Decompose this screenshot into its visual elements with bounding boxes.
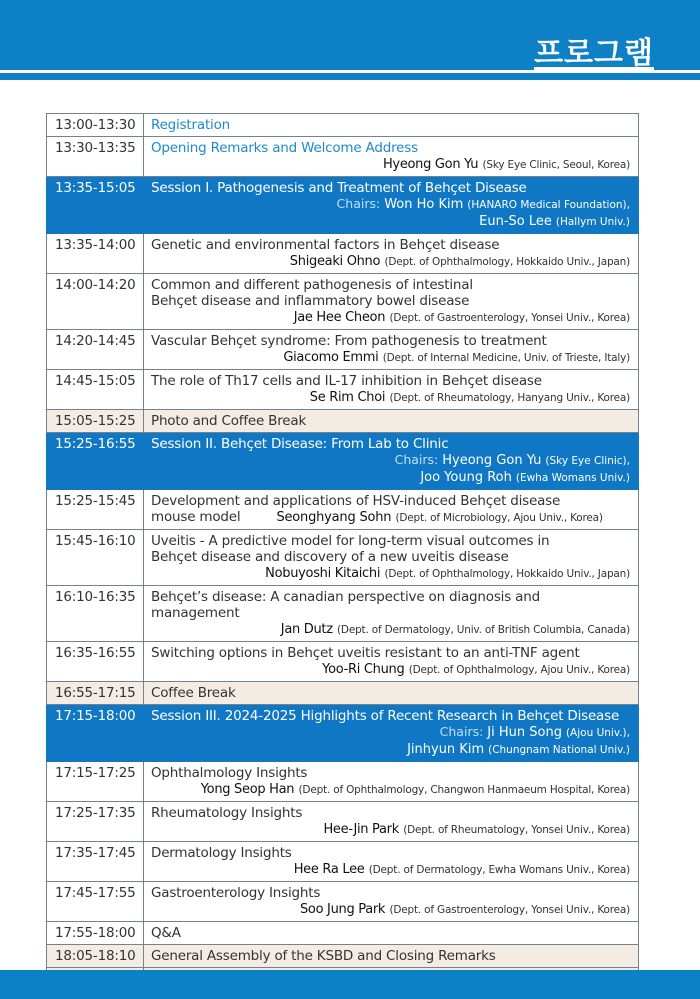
speaker-line (151, 389, 630, 406)
speaker-affiliation: (Dept. of Rheumatology, Yonsei Univ., Korea) (403, 824, 630, 836)
chairs-label: Chairs: (439, 724, 484, 739)
table-row (47, 490, 639, 530)
table-row (47, 234, 639, 274)
speaker-line (151, 156, 630, 173)
session-row (47, 177, 639, 234)
page-title: 프로그램 (534, 36, 654, 71)
speaker-name: Jan Dutz (280, 622, 333, 637)
desc-cell (144, 586, 639, 642)
speaker-line (151, 621, 630, 638)
table-row (47, 922, 639, 945)
desc-cell (144, 330, 639, 370)
desc-cell (144, 234, 639, 274)
desc-cell (144, 642, 639, 682)
speaker-affiliation: (Dept. of Gastroenterology, Yonsei Univ., Korea) (389, 312, 630, 324)
chairs-line (151, 741, 630, 758)
speaker-line (151, 781, 630, 798)
desc-cell (144, 370, 639, 410)
time-cell: 16:35-16:55 (47, 642, 144, 682)
speaker-line (151, 565, 630, 582)
time-cell: 17:35-17:45 (47, 842, 144, 882)
desc-cell (144, 842, 639, 882)
table-row (47, 842, 639, 882)
chair-name: Joo Young Roh (420, 470, 512, 485)
speaker-name: Yong Seop Han (200, 782, 295, 797)
time-cell: 16:55-17:15 (47, 682, 144, 705)
chair-affiliation: (HANARO Medical Foundation), (467, 199, 630, 211)
speaker-line (151, 309, 630, 326)
item-title: Genetic and environmental factors in Behçet disease (151, 237, 500, 253)
item-title: Coffee Break (151, 685, 236, 701)
item-title-line2-text: mouse model (151, 509, 241, 525)
table-row (47, 802, 639, 842)
chair-name: Won Ho Kim (384, 197, 464, 212)
table-row (47, 274, 639, 330)
chair-name: Hyeong Gon Yu (442, 453, 542, 468)
item-title-line2: Behçet disease and inflammatory bowel disease (151, 293, 470, 309)
chairs-line (151, 469, 630, 486)
session-title: Session III. 2024-2025 Highlights of Recent Research in Behçet Disease (151, 708, 620, 724)
chairs-line (151, 724, 630, 741)
time-cell: 15:05-15:25 (47, 410, 144, 433)
time-cell: 18:05-18:10 (47, 945, 144, 968)
desc-cell (144, 530, 639, 586)
speaker-line (151, 821, 630, 838)
speaker-line (151, 661, 630, 678)
desc-cell (144, 433, 639, 490)
chairs-line (151, 452, 630, 469)
desc-cell (144, 802, 639, 842)
speaker-affiliation: (Sky Eye Clinic, Seoul, Korea) (482, 159, 630, 171)
speaker-affiliation: (Dept. of Ophthalmology, Hokkaido Univ., Japan) (384, 568, 630, 580)
footer-bar (0, 970, 700, 999)
chair-name: Eun-So Lee (479, 214, 552, 229)
session-row (47, 433, 639, 490)
desc-cell (144, 177, 639, 234)
desc-cell (144, 137, 639, 177)
desc-cell (144, 762, 639, 802)
desc-cell (144, 945, 639, 968)
break-row (47, 945, 639, 968)
desc-cell (144, 882, 639, 922)
chairs-line (151, 196, 630, 213)
table-row (47, 330, 639, 370)
speaker-affiliation: (Dept. of Ophthalmology, Hokkaido Univ., Japan) (384, 256, 630, 268)
session-row (47, 705, 639, 762)
item-title-line2 (151, 509, 630, 526)
speaker-name: Hyeong Gon Yu (382, 157, 479, 172)
speaker-affiliation: (Dept. of Rheumatology, Hanyang Univ., Korea) (389, 392, 630, 404)
item-title: Uveitis - A predictive model for long-term visual outcomes in (151, 533, 550, 549)
chairs-line (151, 213, 630, 230)
desc-cell (144, 114, 639, 137)
speaker-name: Shigeaki Ohno (289, 254, 381, 269)
chair-affiliation: (Hallym Univ.) (555, 216, 630, 228)
table-row (47, 137, 639, 177)
header-underline (0, 73, 700, 80)
chairs-label: Chairs: (394, 452, 439, 467)
chair-affiliation: (Sky Eye Clinic), (545, 455, 630, 467)
table-row (47, 114, 639, 137)
chair-affiliation: (Ewha Womans Univ.) (515, 472, 630, 484)
speaker-name: Hee Ra Lee (293, 862, 365, 877)
item-title: General Assembly of the KSBD and Closing Remarks (151, 948, 496, 964)
item-title-line2: Behçet disease and discovery of a new uveitis disease (151, 549, 509, 565)
item-title: Gastroenterology Insights (151, 885, 321, 901)
speaker-affiliation: (Dept. of Gastroenterology, Yonsei Univ., Korea) (389, 904, 630, 916)
table-row (47, 370, 639, 410)
speaker-name: Hee-Jin Park (323, 822, 399, 837)
speaker-affiliation: (Dept. of Dermatology, Ewha Womans Univ., Korea) (368, 864, 630, 876)
item-title: Vascular Behçet syndrome: From pathogenesis to treatment (151, 333, 547, 349)
program-table (46, 113, 639, 991)
time-cell: 17:45-17:55 (47, 882, 144, 922)
speaker-affiliation: (Dept. of Microbiology, Ajou Univ., Korea) (395, 512, 603, 524)
session-title: Session II. Behçet Disease: From Lab to Clinic (151, 436, 449, 452)
time-cell: 15:25-16:55 (47, 433, 144, 490)
speaker-name: Jae Hee Cheon (293, 310, 386, 325)
chair-affiliation: (Chungnam National Univ.) (488, 744, 630, 756)
time-cell: 15:25-15:45 (47, 490, 144, 530)
time-cell: 17:55-18:00 (47, 922, 144, 945)
desc-cell (144, 705, 639, 762)
time-cell: 14:45-15:05 (47, 370, 144, 410)
speaker-line (151, 349, 630, 366)
speaker-line (151, 901, 630, 918)
time-cell: 17:15-18:00 (47, 705, 144, 762)
item-title: Switching options in Behçet uveitis resistant to an anti-TNF agent (151, 645, 580, 661)
chairs-label: Chairs: (336, 196, 381, 211)
desc-cell (144, 490, 639, 530)
time-cell: 17:25-17:35 (47, 802, 144, 842)
speaker-affiliation: (Dept. of Ophthalmology, Changwon Hanmaeum Hospital, Korea) (298, 784, 630, 796)
speaker-name: Nobuyoshi Kitaichi (265, 566, 381, 581)
speaker-name: Giacomo Emmi (283, 350, 379, 365)
break-row (47, 682, 639, 705)
speaker-line (151, 861, 630, 878)
break-row (47, 410, 639, 433)
item-title: Opening Remarks and Welcome Address (151, 140, 418, 156)
item-title: Ophthalmology Insights (151, 765, 308, 781)
desc-cell (144, 274, 639, 330)
table-row (47, 762, 639, 802)
chair-affiliation: (Ajou Univ.), (565, 727, 630, 739)
desc-cell (144, 410, 639, 433)
item-title: Rheumatology Insights (151, 805, 303, 821)
speaker-name: Soo Jung Park (299, 902, 386, 917)
speaker-name: Yoo-Ri Chung (322, 662, 405, 677)
item-title: Development and applications of HSV-induced Behçet disease (151, 493, 561, 509)
time-cell: 17:15-17:25 (47, 762, 144, 802)
desc-cell (144, 682, 639, 705)
speaker-affiliation: (Dept. of Dermatology, Univ. of British Columbia, Canada) (337, 624, 630, 636)
time-cell: 13:00-13:30 (47, 114, 144, 137)
desc-cell (144, 922, 639, 945)
time-cell: 14:00-14:20 (47, 274, 144, 330)
item-title: Photo and Coffee Break (151, 413, 307, 429)
speaker-name: Se Rim Choi (309, 390, 386, 405)
time-cell: 16:10-16:35 (47, 586, 144, 642)
chair-name: Ji Hun Song (487, 725, 562, 740)
time-cell: 14:20-14:45 (47, 330, 144, 370)
item-title: Dermatology Insights (151, 845, 292, 861)
item-title: Behçet’s disease: A canadian perspective on diagnosis and management (151, 589, 540, 621)
table-row (47, 642, 639, 682)
chair-name: Jinhyun Kim (407, 742, 485, 757)
time-cell: 15:45-16:10 (47, 530, 144, 586)
speaker-affiliation: (Dept. of Internal Medicine, Univ. of Trieste, Italy) (382, 352, 630, 364)
item-title: Q&A (151, 925, 181, 941)
time-cell: 13:35-14:00 (47, 234, 144, 274)
item-title: Registration (151, 117, 231, 133)
speaker-name: Seonghyang Sohn (276, 510, 392, 525)
item-title: Common and different pathogenesis of intestinal (151, 277, 473, 293)
item-title: The role of Th17 cells and IL-17 inhibition in Behçet disease (151, 373, 542, 389)
speaker-affiliation: (Dept. of Ophthalmology, Ajou Univ., Korea) (408, 664, 630, 676)
speaker-line (151, 253, 630, 270)
table-row (47, 586, 639, 642)
time-cell: 13:30-13:35 (47, 137, 144, 177)
speaker-line (240, 509, 602, 525)
session-title: Session I. Pathogenesis and Treatment of Behçet Disease (151, 180, 527, 196)
time-cell: 13:35-15:05 (47, 177, 144, 234)
table-row (47, 530, 639, 586)
table-row (47, 882, 639, 922)
